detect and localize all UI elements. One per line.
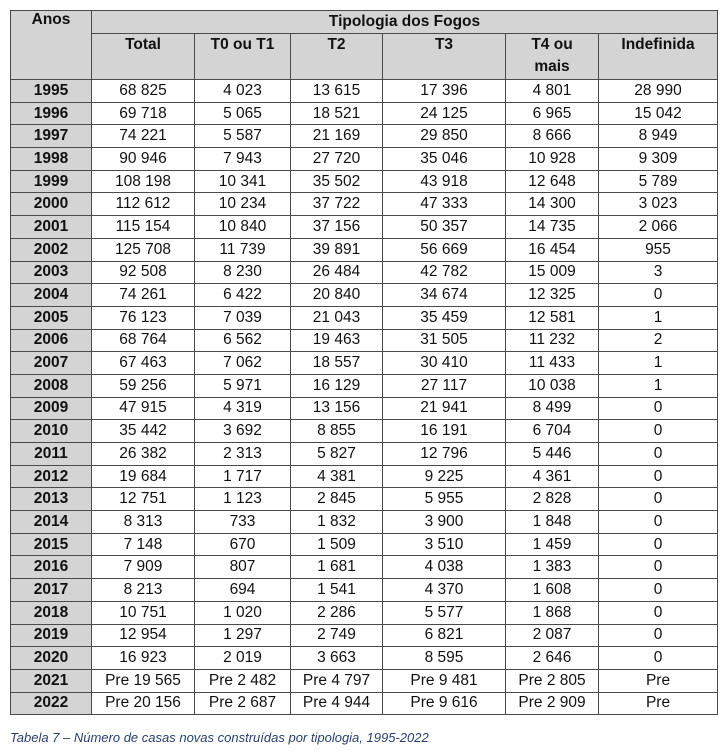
table-row [11, 533, 718, 556]
value-cell: 9 225 [383, 465, 506, 488]
table-row [11, 193, 718, 216]
value-cell: 3 023 [599, 193, 718, 216]
value-cell: 67 463 [92, 352, 195, 375]
year-cell: 2010 [11, 420, 92, 443]
year-column-header: Anos [11, 11, 92, 80]
year-cell: 2001 [11, 216, 92, 239]
value-cell: 1 832 [291, 511, 383, 534]
value-cell: 4 801 [506, 80, 599, 103]
value-cell: 1 848 [506, 511, 599, 534]
year-cell: 1996 [11, 102, 92, 125]
value-cell: 14 735 [506, 216, 599, 239]
year-cell: 2003 [11, 261, 92, 284]
year-cell: 2012 [11, 465, 92, 488]
table-row [11, 284, 718, 307]
value-cell: 8 230 [195, 261, 291, 284]
value-cell: 955 [599, 238, 718, 261]
year-cell: 1995 [11, 80, 92, 103]
value-cell: 7 039 [195, 306, 291, 329]
value-cell: 1 681 [291, 556, 383, 579]
year-cell: 2022 [11, 692, 92, 715]
value-cell: 733 [195, 511, 291, 534]
column-header-line1: T0 ou T1 [210, 36, 275, 53]
value-cell: 5 971 [195, 374, 291, 397]
value-cell: 34 674 [383, 284, 506, 307]
year-cell: 1998 [11, 148, 92, 171]
value-cell: 14 300 [506, 193, 599, 216]
value-cell: 43 918 [383, 170, 506, 193]
value-cell: 7 909 [92, 556, 195, 579]
value-cell: 0 [599, 284, 718, 307]
value-cell: 2 845 [291, 488, 383, 511]
value-cell: 28 990 [599, 80, 718, 103]
table-row [11, 216, 718, 239]
value-cell: 37 156 [291, 216, 383, 239]
year-cell: 1997 [11, 125, 92, 148]
value-cell: 15 042 [599, 102, 718, 125]
value-cell: 0 [599, 533, 718, 556]
column-header [383, 34, 506, 80]
value-cell: 4 361 [506, 465, 599, 488]
value-cell: 35 442 [92, 420, 195, 443]
table-row [11, 601, 718, 624]
column-header [92, 34, 195, 80]
value-cell: 125 708 [92, 238, 195, 261]
table-row [11, 579, 718, 602]
value-cell: 115 154 [92, 216, 195, 239]
table-row [11, 148, 718, 171]
header-row-group [11, 11, 718, 34]
value-cell: 5 446 [506, 443, 599, 466]
value-cell: 74 221 [92, 125, 195, 148]
typology-group-header: Tipologia dos Fogos [92, 11, 718, 34]
value-cell: 1 123 [195, 488, 291, 511]
value-cell: 8 595 [383, 647, 506, 670]
table-row [11, 329, 718, 352]
value-cell: 35 459 [383, 306, 506, 329]
column-header-line1: T2 [327, 36, 346, 53]
table-row [11, 125, 718, 148]
value-cell: 670 [195, 533, 291, 556]
housing-typology-table [10, 10, 718, 715]
value-cell: 21 941 [383, 397, 506, 420]
year-cell: 2002 [11, 238, 92, 261]
value-cell: 16 191 [383, 420, 506, 443]
table-row [11, 374, 718, 397]
value-cell: Pre 9 616 [383, 692, 506, 715]
value-cell: 0 [599, 624, 718, 647]
value-cell: 4 038 [383, 556, 506, 579]
value-cell: 13 615 [291, 80, 383, 103]
table-row [11, 692, 718, 715]
value-cell: 1 383 [506, 556, 599, 579]
value-cell: 12 796 [383, 443, 506, 466]
value-cell: 3 663 [291, 647, 383, 670]
table-row [11, 306, 718, 329]
table-row [11, 465, 718, 488]
table-row [11, 80, 718, 103]
value-cell: 50 357 [383, 216, 506, 239]
value-cell: 2 087 [506, 624, 599, 647]
value-cell: 1 [599, 306, 718, 329]
value-cell: 21 043 [291, 306, 383, 329]
value-cell: 42 782 [383, 261, 506, 284]
value-cell: 27 720 [291, 148, 383, 171]
table-row [11, 102, 718, 125]
value-cell: 6 422 [195, 284, 291, 307]
year-cell: 2006 [11, 329, 92, 352]
value-cell: 2 828 [506, 488, 599, 511]
value-cell: 20 840 [291, 284, 383, 307]
value-cell: Pre 2 687 [195, 692, 291, 715]
value-cell: Pre 19 565 [92, 669, 195, 692]
value-cell: 8 499 [506, 397, 599, 420]
value-cell: 2 749 [291, 624, 383, 647]
value-cell: 11 739 [195, 238, 291, 261]
value-cell: 694 [195, 579, 291, 602]
value-cell: 69 718 [92, 102, 195, 125]
value-cell: Pre 9 481 [383, 669, 506, 692]
value-cell: 10 928 [506, 148, 599, 171]
value-cell: 5 577 [383, 601, 506, 624]
year-cell: 2017 [11, 579, 92, 602]
column-header-line1: Indefinida [621, 36, 695, 53]
value-cell: 5 587 [195, 125, 291, 148]
value-cell: 37 722 [291, 193, 383, 216]
value-cell: 24 125 [383, 102, 506, 125]
table-row [11, 647, 718, 670]
year-cell: 2008 [11, 374, 92, 397]
year-cell: 2020 [11, 647, 92, 670]
value-cell: 17 396 [383, 80, 506, 103]
table-row [11, 238, 718, 261]
value-cell: 8 213 [92, 579, 195, 602]
year-cell: 2005 [11, 306, 92, 329]
year-cell: 2009 [11, 397, 92, 420]
value-cell: 26 382 [92, 443, 195, 466]
value-cell: 1 459 [506, 533, 599, 556]
value-cell: 18 521 [291, 102, 383, 125]
value-cell: 6 821 [383, 624, 506, 647]
value-cell: 4 319 [195, 397, 291, 420]
value-cell: 19 463 [291, 329, 383, 352]
year-cell: 2018 [11, 601, 92, 624]
value-cell: 0 [599, 488, 718, 511]
value-cell: 6 562 [195, 329, 291, 352]
value-cell: Pre 2 805 [506, 669, 599, 692]
value-cell: 7 062 [195, 352, 291, 375]
value-cell: 68 764 [92, 329, 195, 352]
value-cell: 76 123 [92, 306, 195, 329]
table-row [11, 511, 718, 534]
value-cell: 7 943 [195, 148, 291, 171]
value-cell: 2 286 [291, 601, 383, 624]
value-cell: 0 [599, 511, 718, 534]
header-row-columns [11, 34, 718, 80]
value-cell: 16 923 [92, 647, 195, 670]
value-cell: 1 509 [291, 533, 383, 556]
value-cell: 4 370 [383, 579, 506, 602]
value-cell: 108 198 [92, 170, 195, 193]
column-header [506, 34, 599, 80]
value-cell: 2 019 [195, 647, 291, 670]
value-cell: 8 949 [599, 125, 718, 148]
value-cell: 92 508 [92, 261, 195, 284]
year-cell: 2007 [11, 352, 92, 375]
table-row [11, 624, 718, 647]
table-row [11, 170, 718, 193]
year-cell: 2016 [11, 556, 92, 579]
value-cell: Pre [599, 692, 718, 715]
value-cell: 12 954 [92, 624, 195, 647]
year-cell: 2004 [11, 284, 92, 307]
value-cell: 13 156 [291, 397, 383, 420]
value-cell: 1 020 [195, 601, 291, 624]
column-header [599, 34, 718, 80]
value-cell: 2 066 [599, 216, 718, 239]
value-cell: 1 [599, 352, 718, 375]
value-cell: 10 751 [92, 601, 195, 624]
value-cell: 6 704 [506, 420, 599, 443]
column-header-line1: T4 ou [531, 36, 573, 53]
value-cell: 3 510 [383, 533, 506, 556]
value-cell: Pre 4 797 [291, 669, 383, 692]
value-cell: 1 608 [506, 579, 599, 602]
value-cell: 21 169 [291, 125, 383, 148]
value-cell: 3 692 [195, 420, 291, 443]
value-cell: 0 [599, 647, 718, 670]
value-cell: 0 [599, 579, 718, 602]
value-cell: 47 915 [92, 397, 195, 420]
value-cell: 5 955 [383, 488, 506, 511]
value-cell: Pre 2 482 [195, 669, 291, 692]
value-cell: 0 [599, 443, 718, 466]
value-cell: 5 789 [599, 170, 718, 193]
value-cell: 0 [599, 397, 718, 420]
column-header [291, 34, 383, 80]
value-cell: 3 900 [383, 511, 506, 534]
value-cell: 0 [599, 556, 718, 579]
value-cell: 8 313 [92, 511, 195, 534]
value-cell: 2 646 [506, 647, 599, 670]
year-cell: 2019 [11, 624, 92, 647]
value-cell: 35 502 [291, 170, 383, 193]
value-cell: 16 129 [291, 374, 383, 397]
value-cell: 56 669 [383, 238, 506, 261]
table-body [11, 80, 718, 715]
value-cell: 12 325 [506, 284, 599, 307]
value-cell: 26 484 [291, 261, 383, 284]
value-cell: 12 648 [506, 170, 599, 193]
value-cell: 1 297 [195, 624, 291, 647]
year-cell: 2000 [11, 193, 92, 216]
value-cell: Pre 4 944 [291, 692, 383, 715]
value-cell: 8 666 [506, 125, 599, 148]
year-cell: 2013 [11, 488, 92, 511]
table-row [11, 669, 718, 692]
table-row [11, 397, 718, 420]
value-cell: 19 684 [92, 465, 195, 488]
value-cell: 10 038 [506, 374, 599, 397]
value-cell: Pre 20 156 [92, 692, 195, 715]
value-cell: 68 825 [92, 80, 195, 103]
table-row [11, 488, 718, 511]
year-cell: 1999 [11, 170, 92, 193]
value-cell: 6 965 [506, 102, 599, 125]
year-cell: 2011 [11, 443, 92, 466]
table-row [11, 420, 718, 443]
value-cell: 30 410 [383, 352, 506, 375]
column-header [195, 34, 291, 80]
value-cell: 0 [599, 420, 718, 443]
value-cell: 15 009 [506, 261, 599, 284]
value-cell: 4 381 [291, 465, 383, 488]
value-cell: 2 313 [195, 443, 291, 466]
value-cell: 5 827 [291, 443, 383, 466]
value-cell: 90 946 [92, 148, 195, 171]
value-cell: 1 717 [195, 465, 291, 488]
value-cell: 27 117 [383, 374, 506, 397]
value-cell: 1 868 [506, 601, 599, 624]
value-cell: 18 557 [291, 352, 383, 375]
value-cell: 2 [599, 329, 718, 352]
table-row [11, 261, 718, 284]
value-cell: 1 [599, 374, 718, 397]
column-header-line2: mais [534, 58, 570, 75]
value-cell: 112 612 [92, 193, 195, 216]
value-cell: 0 [599, 465, 718, 488]
value-cell: 8 855 [291, 420, 383, 443]
value-cell: 10 341 [195, 170, 291, 193]
year-cell: 2021 [11, 669, 92, 692]
value-cell: 7 148 [92, 533, 195, 556]
value-cell: 5 065 [195, 102, 291, 125]
value-cell: 4 023 [195, 80, 291, 103]
value-cell: 74 261 [92, 284, 195, 307]
value-cell: 807 [195, 556, 291, 579]
year-cell: 2015 [11, 533, 92, 556]
value-cell: 39 891 [291, 238, 383, 261]
year-cell: 2014 [11, 511, 92, 534]
value-cell: Pre 2 909 [506, 692, 599, 715]
value-cell: 11 433 [506, 352, 599, 375]
column-header-line1: T3 [434, 36, 454, 53]
value-cell: 9 309 [599, 148, 718, 171]
value-cell: 12 751 [92, 488, 195, 511]
value-cell: 12 581 [506, 306, 599, 329]
value-cell: 59 256 [92, 374, 195, 397]
value-cell: 35 046 [383, 148, 506, 171]
value-cell: 1 541 [291, 579, 383, 602]
table-row [11, 443, 718, 466]
value-cell: 3 [599, 261, 718, 284]
value-cell: 16 454 [506, 238, 599, 261]
value-cell: 29 850 [383, 125, 506, 148]
table-caption: Tabela 7 – Número de casas novas construídas por tipologia, 1995-2022 [10, 730, 429, 745]
column-header-line1: Total [125, 36, 161, 53]
value-cell: 31 505 [383, 329, 506, 352]
value-cell: 10 840 [195, 216, 291, 239]
value-cell: 47 333 [383, 193, 506, 216]
value-cell: 0 [599, 601, 718, 624]
table-row [11, 556, 718, 579]
table-row [11, 352, 718, 375]
value-cell: 10 234 [195, 193, 291, 216]
value-cell: 11 232 [506, 329, 599, 352]
value-cell: Pre [599, 669, 718, 692]
